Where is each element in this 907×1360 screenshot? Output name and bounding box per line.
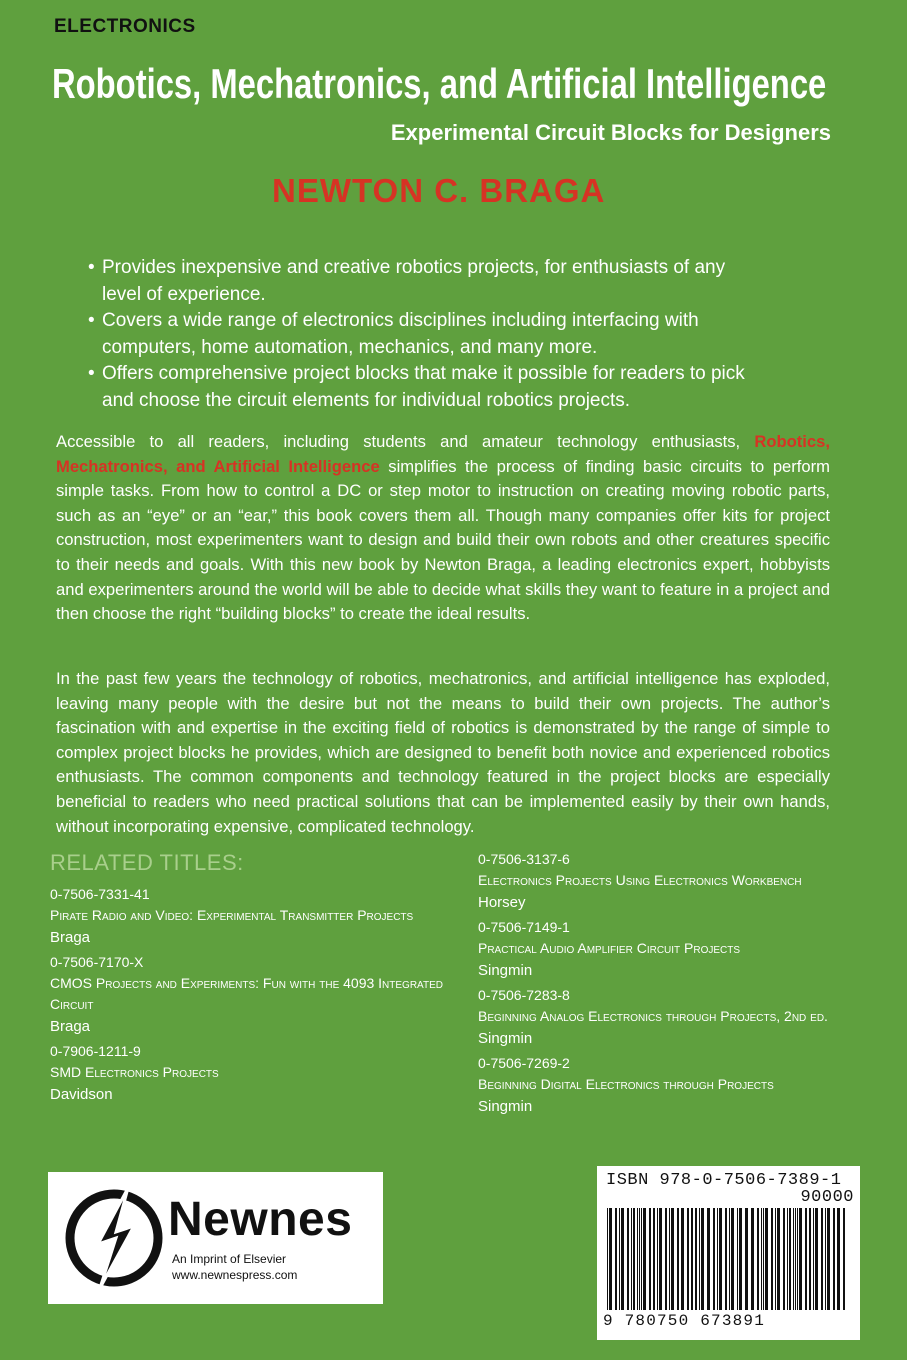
barcode-bar — [775, 1208, 776, 1310]
barcode-bar — [737, 1208, 738, 1310]
barcode-bar — [789, 1208, 791, 1310]
barcode-bar — [797, 1208, 798, 1310]
related-title-entry — [478, 849, 898, 915]
barcode-bar — [695, 1208, 697, 1310]
related-title: CMOS Projects and Experiments: Fun with the 4093 Integrated Circuit — [50, 975, 443, 1012]
barcode-bar — [707, 1208, 710, 1310]
barcode-bar — [665, 1208, 667, 1310]
barcode-bar — [681, 1208, 684, 1310]
barcode-digits: 9 780750 673891 — [603, 1312, 766, 1330]
related-title-entry — [478, 917, 898, 983]
feature-text: Provides inexpensive and creative robotics projects, for enthusiasts of any level of experience. — [102, 257, 726, 305]
barcode-bar — [615, 1208, 617, 1310]
related-author: Davidson — [50, 1086, 113, 1103]
category-label: ELECTRONICS — [54, 16, 196, 37]
feature-text: Offers comprehensive project blocks that make it possible for readers to pick and choose the circuit elements for individual robotics projects. — [102, 363, 745, 411]
barcode-bar — [717, 1208, 718, 1310]
publisher-name: Newnes — [168, 1193, 353, 1246]
related-isbn: 0-7906-1211-9 — [50, 1043, 141, 1059]
barcode-panel — [597, 1166, 860, 1340]
paragraph-lead: Accessible to all readers, including students and amateur technology enthusiasts, — [56, 432, 741, 451]
paragraph-rest: simplifies the process of finding basic circuits to perform simple tasks. From how to control a DC or step motor to instruction on creating moving robotic parts, such as an “eye” or an “ear,” this book covers them all. Though many companies offer kits for project construction, most experimenters want to design and build their own robots and other creatures specific to their needs and goals. With this new book by Newton Braga, a leading electronics expert, hobbyists and experimenters around the world will be able to decide what skills they want to feature in a project and then choose the right “building blocks” to create the ideal results. — [56, 456, 830, 624]
barcode-bar — [641, 1208, 642, 1310]
related-title: Practical Audio Amplifier Circuit Projects — [478, 940, 741, 956]
barcode-bar — [787, 1208, 788, 1310]
barcode-bar — [691, 1208, 693, 1310]
related-author: Horsey — [478, 894, 526, 911]
related-title: Electronics Projects Using Electronics Workbench — [478, 872, 802, 888]
barcode-bar — [687, 1208, 689, 1310]
barcode-bar — [719, 1208, 722, 1310]
related-author: Singmin — [478, 962, 533, 979]
barcode-bar — [621, 1208, 624, 1310]
barcode-bar — [805, 1208, 807, 1310]
barcode-bar — [765, 1208, 768, 1310]
feature-text: Covers a wide range of electronics disciplines including interfacing with computers, home automation, mechanics, and many more. — [102, 310, 699, 358]
barcode-isbn-label: ISBN 978-0-7506-7389-1 — [606, 1171, 842, 1190]
related-isbn: 0-7506-7170-X — [50, 954, 144, 970]
barcode-bar — [799, 1208, 802, 1310]
barcode-bar — [777, 1208, 780, 1310]
related-title-entry — [478, 1053, 898, 1119]
barcode-bar — [633, 1208, 635, 1310]
publisher-url: www.newnespress.com — [172, 1268, 298, 1282]
related-title: SMD Electronics Projects — [50, 1064, 219, 1080]
barcode-bar — [745, 1208, 748, 1310]
barcode-bar — [827, 1208, 830, 1310]
related-titles-left-column — [50, 884, 470, 1109]
related-title: Pirate Radio and Video: Experimental Transmitter Projects — [50, 907, 414, 923]
barcode-bar — [763, 1208, 764, 1310]
related-isbn: 0-7506-7331-41 — [50, 886, 150, 902]
barcode-bar — [631, 1208, 632, 1310]
barcode-bar — [609, 1208, 612, 1310]
author-name: NEWTON C. BRAGA — [272, 172, 606, 209]
barcode-bar — [739, 1208, 742, 1310]
bullet-icon: • — [88, 257, 95, 278]
book-title: Robotics, Mechatronics, and Artificial Intelligence — [52, 60, 827, 107]
barcode-bar — [843, 1208, 845, 1310]
barcode-bar — [643, 1208, 646, 1310]
related-titles-right-column — [478, 849, 898, 1121]
barcode-bar — [783, 1208, 785, 1310]
related-isbn: 0-7506-7149-1 — [478, 919, 570, 935]
barcode-bar — [725, 1208, 727, 1310]
barcode-bar — [637, 1208, 638, 1310]
feature-item — [88, 361, 748, 414]
barcode-bar — [671, 1208, 674, 1310]
related-titles-heading: RELATED TITLES: — [50, 850, 244, 875]
barcode-bar — [757, 1208, 759, 1310]
related-author: Singmin — [478, 1030, 533, 1047]
barcode-bar — [815, 1208, 818, 1310]
bullet-icon: • — [88, 363, 95, 384]
barcode-price-code: 90000 — [800, 1188, 854, 1207]
related-author: Singmin — [478, 1098, 533, 1115]
related-title: Beginning Digital Electronics through Projects — [478, 1076, 774, 1092]
lightning-bolt-circle-icon — [62, 1186, 166, 1290]
related-isbn: 0-7506-7283-8 — [478, 987, 570, 1003]
related-author: Braga — [50, 1018, 91, 1035]
barcode-bar — [833, 1208, 835, 1310]
barcode-bar — [649, 1208, 651, 1310]
related-title: Beginning Analog Electronics through Projects, 2nd ed. — [478, 1008, 828, 1024]
feature-item — [88, 255, 748, 308]
publisher-logo — [48, 1172, 383, 1304]
barcode-bar — [771, 1208, 773, 1310]
barcode-bar — [619, 1208, 620, 1310]
barcode-bar — [627, 1208, 629, 1310]
barcode-bar — [795, 1208, 796, 1310]
description-paragraph-2: In the past few years the technology of robotics, mechatronics, and artificial intelligence has exploded, leaving many people with the desire but not the means to build their own projects. The author’s fascination with and expertise in the exciting field of robotics is demonstrated by the range of simple to complex project blocks he provides, which are designed to benefit both novice and experienced robotics enthusiasts. The common components and technology featured in the project blocks are especially beneficial to readers who need practical solutions that can be implemented easily by their own hands, without incorporating expensive, complicated technology. — [56, 669, 830, 836]
barcode-bar — [713, 1208, 715, 1310]
barcode-bar — [653, 1208, 655, 1310]
publisher-imprint: An Imprint of Elsevier — [172, 1252, 287, 1266]
feature-item — [88, 308, 748, 361]
barcode-bar — [751, 1208, 754, 1310]
barcode-bar — [639, 1208, 640, 1310]
barcode-bar — [657, 1208, 658, 1310]
barcode-bar — [813, 1208, 814, 1310]
related-isbn: 0-7506-7269-2 — [478, 1055, 570, 1071]
barcode-bar — [821, 1208, 823, 1310]
barcode-bar — [731, 1208, 734, 1310]
feature-list — [88, 255, 748, 414]
barcode-bar — [607, 1208, 608, 1310]
related-author: Braga — [50, 929, 91, 946]
book-subtitle: Experimental Circuit Blocks for Designers — [390, 120, 831, 145]
barcode-bar — [761, 1208, 762, 1310]
related-title-entry — [50, 1041, 470, 1107]
barcode-bar — [809, 1208, 811, 1310]
barcode-bar — [701, 1208, 704, 1310]
barcode-bar — [837, 1208, 840, 1310]
barcode-bar — [669, 1208, 670, 1310]
barcode-bar — [729, 1208, 730, 1310]
barcode-bar — [825, 1208, 826, 1310]
related-title-entry — [50, 952, 470, 1039]
barcode-bar — [793, 1208, 794, 1310]
barcode-bar — [677, 1208, 679, 1310]
barcode-bar — [659, 1208, 662, 1310]
bullet-icon: • — [88, 310, 95, 331]
related-isbn: 0-7506-3137-6 — [478, 851, 570, 867]
barcode-bars — [603, 1208, 853, 1310]
related-title-entry — [478, 985, 898, 1051]
highlighted-title: Robotics, Mechatronics, and Artificial Intelligence — [56, 432, 830, 476]
description-paragraph-1 — [56, 430, 830, 627]
barcode-bar — [699, 1208, 700, 1310]
related-title-entry — [50, 884, 470, 950]
